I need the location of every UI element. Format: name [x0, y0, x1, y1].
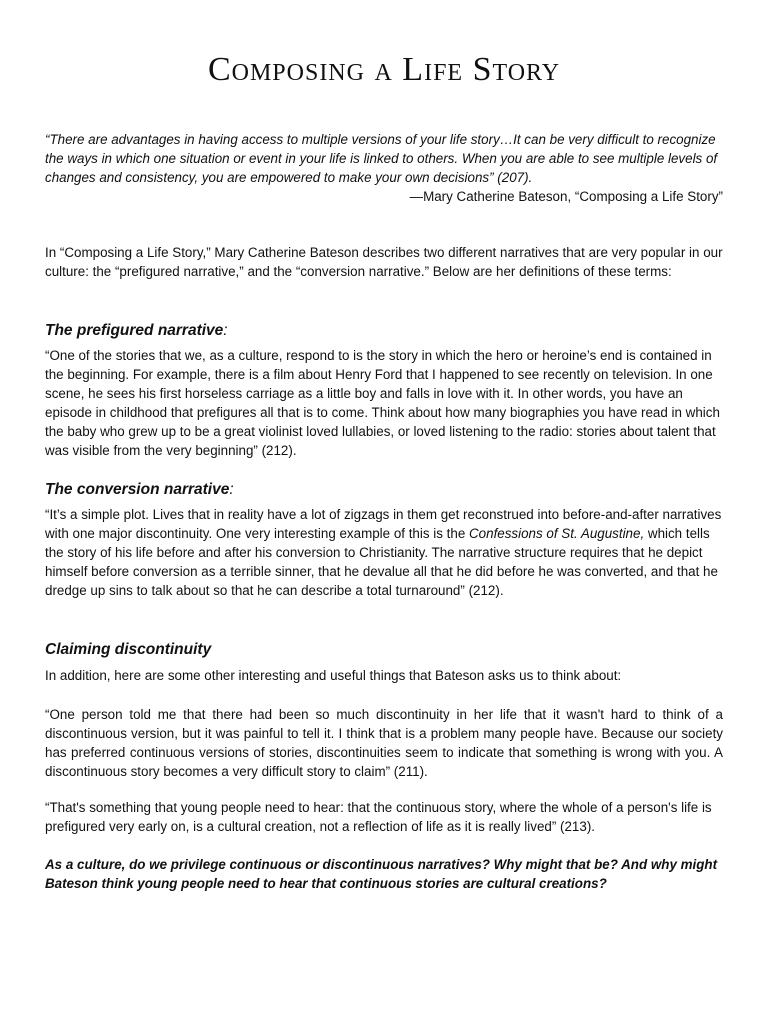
- discontinuity-quote-1: “One person told me that there had been so much discontinuity in her life that it wasn't hard to think of a discontinuous version, but it was painful to tell it. I think that is a problem many people have. Because our society has preferred continuous versions of stories, discontinuities seem to indicate that something is wrong with you. A discontinuous story becomes a very difficult story to claim” (211).: [45, 707, 723, 779]
- discontinuity-quote-2: “That's something that young people need to hear: that the continuous story, where the whole of a person's life is prefigured very early on, is a cultural creation, not a reflection of life as it is really lived” (213).: [45, 800, 712, 834]
- conversion-heading-colon: :: [229, 481, 234, 498]
- prefigured-heading-text: The prefigured narrative: [45, 322, 224, 339]
- prefigured-heading-colon: :: [223, 322, 228, 339]
- conversion-heading-text: The conversion narrative: [45, 481, 230, 498]
- epigraph: [45, 130, 723, 206]
- prefigured-heading: [45, 321, 723, 341]
- discontinuity-heading: Claiming discontinuity: [45, 641, 212, 658]
- page-title: Composing a Life Story: [207, 51, 561, 88]
- conversion-body-after: which tells the story of his life before and after his conversion to Christianity. The narrative structure requires that he depict himself before conversion as a terrible sinner, that he devalue all that he did before he was converted, and that he dredge up sins to talk about so that he can describe a total turnaround” (212).: [45, 526, 718, 598]
- discontinuity-lead: In addition, here are some other interesting and useful things that Bateson asks us to think about:: [45, 668, 622, 683]
- book-title: Confessions of St. Augustine,: [469, 526, 645, 541]
- epigraph-attribution: —Mary Catherine Bateson, “Composing a Life Story”: [409, 189, 723, 204]
- epigraph-quote: “There are advantages in having access to multiple versions of your life story…It can be very difficult to recognize the ways in which one situation or event in your life is linked to others. When you are able to see multiple levels of changes and consistency, you are empowered to make your own decisions” (207).: [45, 132, 718, 185]
- conversion-body-before: “It’s a simple plot. Lives that in reality have a lot of zigzags in them get reconstrued into before-and-after narratives with one major discontinuity. One very interesting example of this is the: [45, 507, 722, 541]
- prefigured-body: “One of the stories that we, as a culture, respond to is the story in which the hero or heroine’s end is contained in the beginning. For example, there is a film about Henry Ford that I happened to see recently on television. In one scene, he sees his first horseless carriage as a little boy and falls in love with it. In other words, you have an episode in childhood that prefigures all that is to come. Think about how many biographies you have read in which the baby who grew up to be a great violinist loved lullabies, or loved listening to the radio: stories about talent that was visible from the very beginning” (212).: [45, 348, 720, 458]
- conversion-body: [45, 505, 723, 600]
- conversion-heading: [45, 480, 723, 500]
- intro-paragraph: In “Composing a Life Story,” Mary Catherine Bateson describes two different narratives that are very popular in our culture: the “prefigured narrative,” and the “conversion narrative.” Below are her definitions of these terms:: [45, 245, 723, 279]
- discussion-question: As a culture, do we privilege continuous or discontinuous narratives? Why might that be? And why might Bateson think young people need to hear that continuous stories are cultural creations?: [45, 857, 718, 891]
